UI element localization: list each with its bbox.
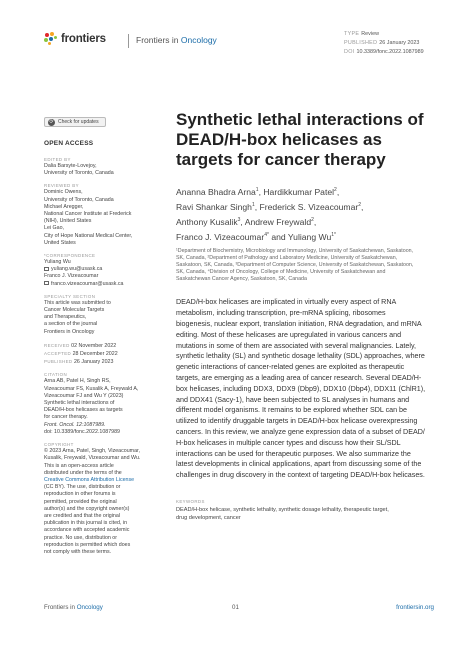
author-name: Ananna Bhadra Arna — [176, 186, 256, 197]
specialty-section — [44, 300, 162, 336]
reviewed-by — [44, 189, 162, 247]
doi-value[interactable]: 10.3389/fonc.2022.1087989 — [356, 49, 424, 55]
citation-line: Vizeacoumar FS, Kusalik A, Freywald A, — [44, 385, 139, 392]
published-label: PUBLISHED — [344, 40, 378, 46]
published-date: 26 January 2023 — [379, 40, 420, 46]
copyright-line: reproduction in other forums is — [44, 491, 116, 498]
edited-by-label: EDITED BY — [44, 157, 71, 162]
open-access-label: OPEN ACCESS — [44, 140, 94, 147]
reviewer-line: City of Hope National Medical Center, — [44, 232, 133, 239]
article-dates — [44, 342, 162, 367]
affil-marker: 2 — [311, 216, 314, 223]
affiliation-line: Saskatoon, SK, Canada, ³Department of Computer Science, University of Saskatchewan, Saskatoon, — [176, 262, 414, 269]
affil-marker: 4* — [264, 231, 269, 238]
mail-icon — [44, 281, 49, 285]
accepted-label: ACCEPTED — [44, 351, 72, 357]
specialty-line: and Therapeutics, — [44, 314, 87, 321]
reviewer-line: Michael Aregger, — [44, 203, 84, 210]
separator: , — [361, 201, 364, 212]
author-name: , Hardikkumar Patel — [258, 186, 335, 197]
footer-journal-prefix: Frontiers in — [44, 604, 75, 611]
copyright — [44, 448, 162, 556]
brand-name: frontiers — [61, 33, 106, 45]
abstract-line: and DDX41 (Sacy-1), have been subjected to SL analyses in humans and — [176, 395, 410, 404]
author-name: , Andrew Freywald — [240, 216, 312, 227]
received-date: 02 November 2022 — [71, 342, 117, 349]
affiliation-line: SK, Canada, ⁴Division of Oncology, College of Medicine, University of Saskatchewan and — [176, 269, 386, 276]
abstract-line: utilized to identify druggable targets in DEAD/H-box helicase overexpressing — [176, 417, 418, 426]
page-number: 01 — [232, 604, 239, 611]
author-line[interactable] — [176, 199, 434, 214]
copyright-line: distributed under the terms of the — [44, 469, 122, 476]
header-divider — [128, 34, 129, 48]
mail-icon — [44, 267, 49, 271]
specialty-line: Frontiers in Oncology — [44, 328, 95, 335]
published-date: 26 January 2023 — [73, 359, 114, 366]
article-title — [176, 110, 434, 170]
title-line: DEAD/H-box helicases as — [176, 130, 382, 149]
copyright-line: author(s) and the copyright owner(s) — [44, 505, 130, 512]
check-for-updates-label: Check for updates — [58, 119, 99, 125]
reviewer-line: United States — [44, 239, 76, 246]
correspondent-name: Franco J. Vizeacoumar — [44, 273, 99, 280]
specialty-line: Cancer Molecular Targets — [44, 307, 105, 314]
abstract-line: synthetic lethality (SL) and synthetic dosage lethality (SDL) approaches, where — [176, 352, 425, 361]
published-label: PUBLISHED — [44, 359, 73, 365]
affil-marker: 2 — [334, 187, 337, 193]
copyright-line: Kusalik, Freywald, Vizeacoumar and Wu. — [44, 455, 141, 462]
title-line: targets for cancer therapy — [176, 150, 386, 169]
abstract-line: interactions can be used for therapeutic purposes. We also summarize the — [176, 449, 411, 458]
affiliation-line: Saskatchewan Cancer Agency, Saskatoon, SK, Canada — [176, 276, 307, 283]
received-label: RECEIVED — [44, 342, 70, 348]
journal-title: Oncology — [180, 35, 217, 45]
affil-marker: 1 — [251, 201, 255, 208]
affil-marker: 1* — [331, 231, 336, 238]
reviewer-line: National Cancer Institute at Frederick — [44, 211, 132, 218]
article-sidebar — [44, 140, 162, 562]
reviewer-line: University of Toronto, Canada — [44, 196, 114, 203]
correspondent-name: Yuliang Wu — [44, 259, 71, 266]
abstract-line: different model organisms. It remains to be explored whether SDL can be — [176, 406, 408, 415]
title-line: Synthetic lethal interactions of — [176, 110, 424, 129]
author-line[interactable] — [176, 214, 434, 229]
keywords-line: DEAD/H-box helicase, synthetic lethality, synthetic dosage lethality, therapeutic target, — [176, 506, 389, 513]
article-type: Review — [361, 31, 379, 37]
separator: , — [336, 186, 340, 197]
copyright-line: are credited and that the original — [44, 512, 120, 519]
article-main — [176, 110, 434, 522]
separator: , — [313, 216, 317, 227]
citation-line: Front. Oncol. 12:1087989. — [44, 421, 106, 428]
author-line[interactable] — [176, 229, 434, 244]
copyright-line: publication in this journal is cited, in — [44, 520, 128, 527]
frontiers-dots-icon — [44, 32, 58, 46]
abstract-line: biogenesis, nuclear export, translation initiation, RNA degradation, and mRNA — [176, 320, 422, 329]
citation-line: Synthetic lethal interactions of — [44, 400, 115, 407]
journal-prefix: Frontiers in — [136, 35, 179, 45]
citation-line: Vizeacoumar FJ and Wu Y (2023) — [44, 392, 124, 399]
specialty-line: This article was submitted to — [44, 299, 111, 306]
email-text: franco.vizeacoumar@usask.ca — [51, 280, 124, 287]
affil-marker: 2 — [358, 201, 362, 208]
copyright-line: permitted, provided the original — [44, 498, 117, 505]
copyright-line: reproduction is permitted which does — [44, 541, 131, 548]
citation-line: Arna AB, Patel H, Singh RS, — [44, 378, 111, 385]
edited-by — [44, 163, 162, 177]
citation-line: DEAD/H-box helicases as targets — [44, 407, 123, 414]
affiliations — [176, 248, 434, 283]
author-line[interactable] — [176, 184, 434, 199]
citation-line: for cancer therapy. — [44, 414, 88, 421]
doi-label: DOI — [344, 49, 355, 55]
abstract-line: editing. Most of these helicases are upregulated in various cancers and — [176, 330, 402, 339]
keywords-label: KEYWORDS — [176, 498, 205, 504]
affiliation-line: ¹Department of Biochemistry, Microbiology and Immunology, University of Saskatchewan, Saskatoon, — [176, 248, 414, 255]
author-name: Ravi Shankar Singh — [176, 201, 252, 212]
frontiers-logo[interactable] — [44, 32, 106, 46]
page-footer — [44, 604, 434, 614]
abstract — [176, 297, 434, 481]
email-link[interactable] — [44, 266, 162, 273]
copyright-line: (CC BY). The use, distribution or — [44, 484, 121, 491]
license-link[interactable]: Creative Commons Attribution License — [44, 476, 135, 483]
affil-marker: 1 — [255, 187, 259, 193]
abstract-line: DEAD/H-box helicases are implicated in virtually every aspect of RNA — [176, 298, 397, 307]
copyright-line: not comply with these terms. — [44, 548, 112, 555]
author-name: and Yuliang Wu — [268, 231, 332, 242]
keywords-line: drug development, cancer — [176, 514, 241, 521]
journal-name[interactable] — [136, 35, 217, 45]
correspondence-label: *CORRESPONDENCE — [44, 253, 96, 259]
specialty-line: a section of the journal — [44, 321, 98, 328]
email-link[interactable] — [44, 281, 162, 288]
editor-line: University of Toronto, Canada — [44, 170, 114, 177]
copyright-line: © 2023 Arna, Patel, Singh, Vizeacoumar, — [44, 448, 140, 455]
keywords — [176, 506, 434, 522]
citation — [44, 378, 162, 436]
copyright-line: accordance with accepted academic — [44, 527, 130, 534]
specialty-label: SPECIALTY SECTION — [44, 293, 96, 299]
author-name: Anthony Kusalik — [176, 216, 238, 227]
affil-marker: 3 — [237, 216, 241, 223]
abstract-line: cancers. In this review, we analyze gene expression data of a subset of DEAD/ — [176, 428, 425, 436]
affiliation-line: SK, Canada, ²Department of Pathology and Laboratory Medicine, University of Saskatchewan, — [176, 255, 398, 262]
citation-doi[interactable]: doi: 10.3389/fonc.2022.1087989 — [44, 428, 120, 435]
author-list — [176, 184, 434, 243]
correspondence — [44, 259, 162, 288]
site-link[interactable]: frontiersin.org — [396, 604, 434, 611]
article-meta — [344, 30, 424, 57]
abstract-line: genetic interactions of cancer-related genes are exploited as therapeutic — [176, 363, 405, 372]
reviewer-line: Lei Gao, — [44, 225, 65, 232]
accepted-date: 28 December 2022 — [72, 351, 118, 358]
author-name: , Frederick S. Vizeacoumar — [254, 201, 359, 212]
citation-label: CITATION — [44, 372, 68, 378]
abstract-line: latest developments in clinical applications, apart from discussing some of the — [176, 460, 422, 469]
author-name: Franco J. Vizeacoumar — [176, 231, 265, 242]
copyright-label: COPYRIGHT — [44, 442, 74, 448]
copyright-line: practice. No use, distribution or — [44, 534, 118, 541]
abstract-line: H-box helicases in multiple cancer types and discuss how their SL/SDL — [176, 438, 401, 447]
abstract-line: challenges in drug discovery in the context of targeting DEAD/H-box helicases. — [176, 471, 425, 480]
reviewed-by-label: REVIEWED BY — [44, 183, 79, 189]
abstract-line: metabolism, including transcription, pre-mRNA splicing, ribosomes — [176, 309, 386, 318]
abstract-line: mutations in some of them are associated with several malignancies. Lately, — [176, 341, 416, 350]
copyright-line: This is an open-access article — [44, 462, 114, 469]
refresh-check-icon: ⟳ — [49, 118, 54, 125]
abstract-line: box helicases, including DDX3, DDX9 (Dbp9), DDX10 (Dbp4), DDX11 (ChlR1), — [176, 384, 426, 393]
editor-line: Dalia Barsyte-Lovejoy, — [44, 163, 97, 169]
footer-journal[interactable] — [44, 604, 103, 611]
abstract-line: targets, are emerging as a leading area of cancer research. Several DEAD/H- — [176, 374, 422, 383]
check-for-updates-button[interactable] — [44, 117, 106, 127]
reviewer-line: Dominic Owens, — [44, 189, 83, 196]
email-text: yuliang.wu@usask.ca — [51, 266, 103, 273]
reviewer-line: (NIH), United States — [44, 218, 92, 225]
type-label: TYPE — [344, 31, 360, 37]
footer-journal-name: Oncology — [76, 604, 103, 611]
